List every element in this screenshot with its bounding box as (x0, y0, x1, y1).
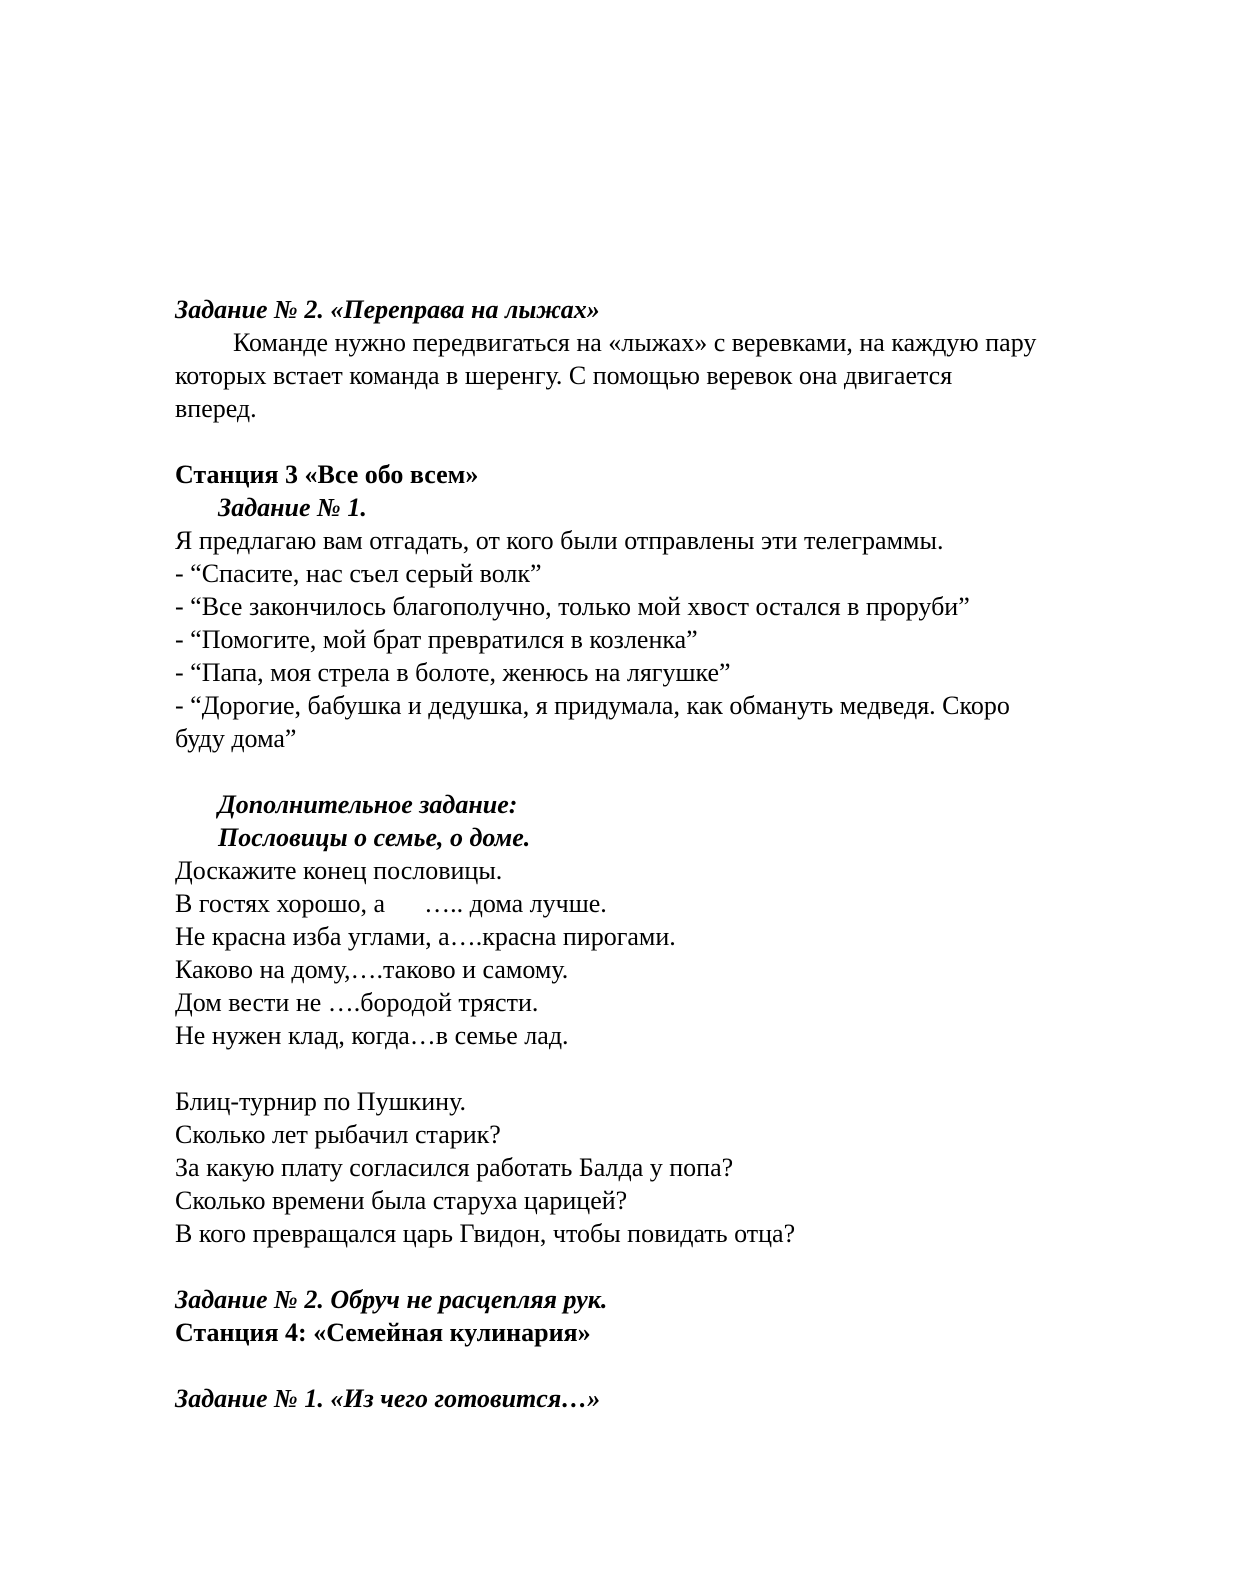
task-heading: Задание № 1. «Из чего готовится…» (175, 1384, 601, 1413)
proverb-line: Дом вести не ….бородой трясти. (175, 988, 539, 1017)
telegram-line: - “Помогите, мой брат превратился в козленка” (175, 625, 698, 654)
telegram-line: буду дома” (175, 724, 297, 753)
proverb-line: В гостях хорошо, а ….. дома лучше. (175, 889, 607, 918)
paragraph-line: которых встает команда в шеренгу. С помощью веревок она двигается (175, 361, 953, 390)
document-page (175, 293, 1155, 1415)
task-heading: Дополнительное задание: (218, 790, 518, 819)
proverb-line: Доскажите конец пословицы. (175, 856, 503, 885)
telegram-line: - “Дорогие, бабушка и дедушка, я придумала, как обмануть медведя. Скоро (175, 691, 1010, 720)
proverb-line: Каково на дому,….таково и самому. (175, 955, 569, 984)
proverb-line: Не нужен клад, когда…в семье лад. (175, 1021, 569, 1050)
task-heading: Задание № 2. Обруч не расцепляя рук. (175, 1285, 608, 1314)
blitz-line: Сколько лет рыбачил старик? (175, 1120, 501, 1149)
telegram-line: - “Папа, моя стрела в болоте, женюсь на лягушке” (175, 658, 731, 687)
telegram-line: - “Все закончилось благополучно, только мой хвост остался в проруби” (175, 592, 970, 621)
paragraph-line: Я предлагаю вам отгадать, от кого были отправлены эти телеграммы. (175, 526, 944, 555)
blitz-line: В кого превращался царь Гвидон, чтобы повидать отца? (175, 1219, 796, 1248)
paragraph-line: Команде нужно передвигаться на «лыжах» с веревками, на каждую пару (233, 328, 1037, 357)
blitz-line: Сколько времени была старуха царицей? (175, 1186, 628, 1215)
task-subheading: Пословицы о семье, о доме. (218, 823, 531, 852)
blitz-line: Блиц-турнир по Пушкину. (175, 1087, 466, 1116)
blitz-line: За какую плату согласился работать Балда у попа? (175, 1153, 734, 1182)
task-heading: Задание № 1. (218, 493, 367, 522)
telegram-line: - “Спасите, нас съел серый волк” (175, 559, 542, 588)
station-heading: Станция 4: «Семейная кулинария» (175, 1318, 591, 1347)
task-heading: Задание № 2. «Переправа на лыжах» (175, 295, 600, 324)
paragraph-line: вперед. (175, 394, 257, 423)
proverb-line: Не красна изба углами, а….красна пирогами. (175, 922, 676, 951)
station-heading: Станция 3 «Все обо всем» (175, 460, 479, 489)
